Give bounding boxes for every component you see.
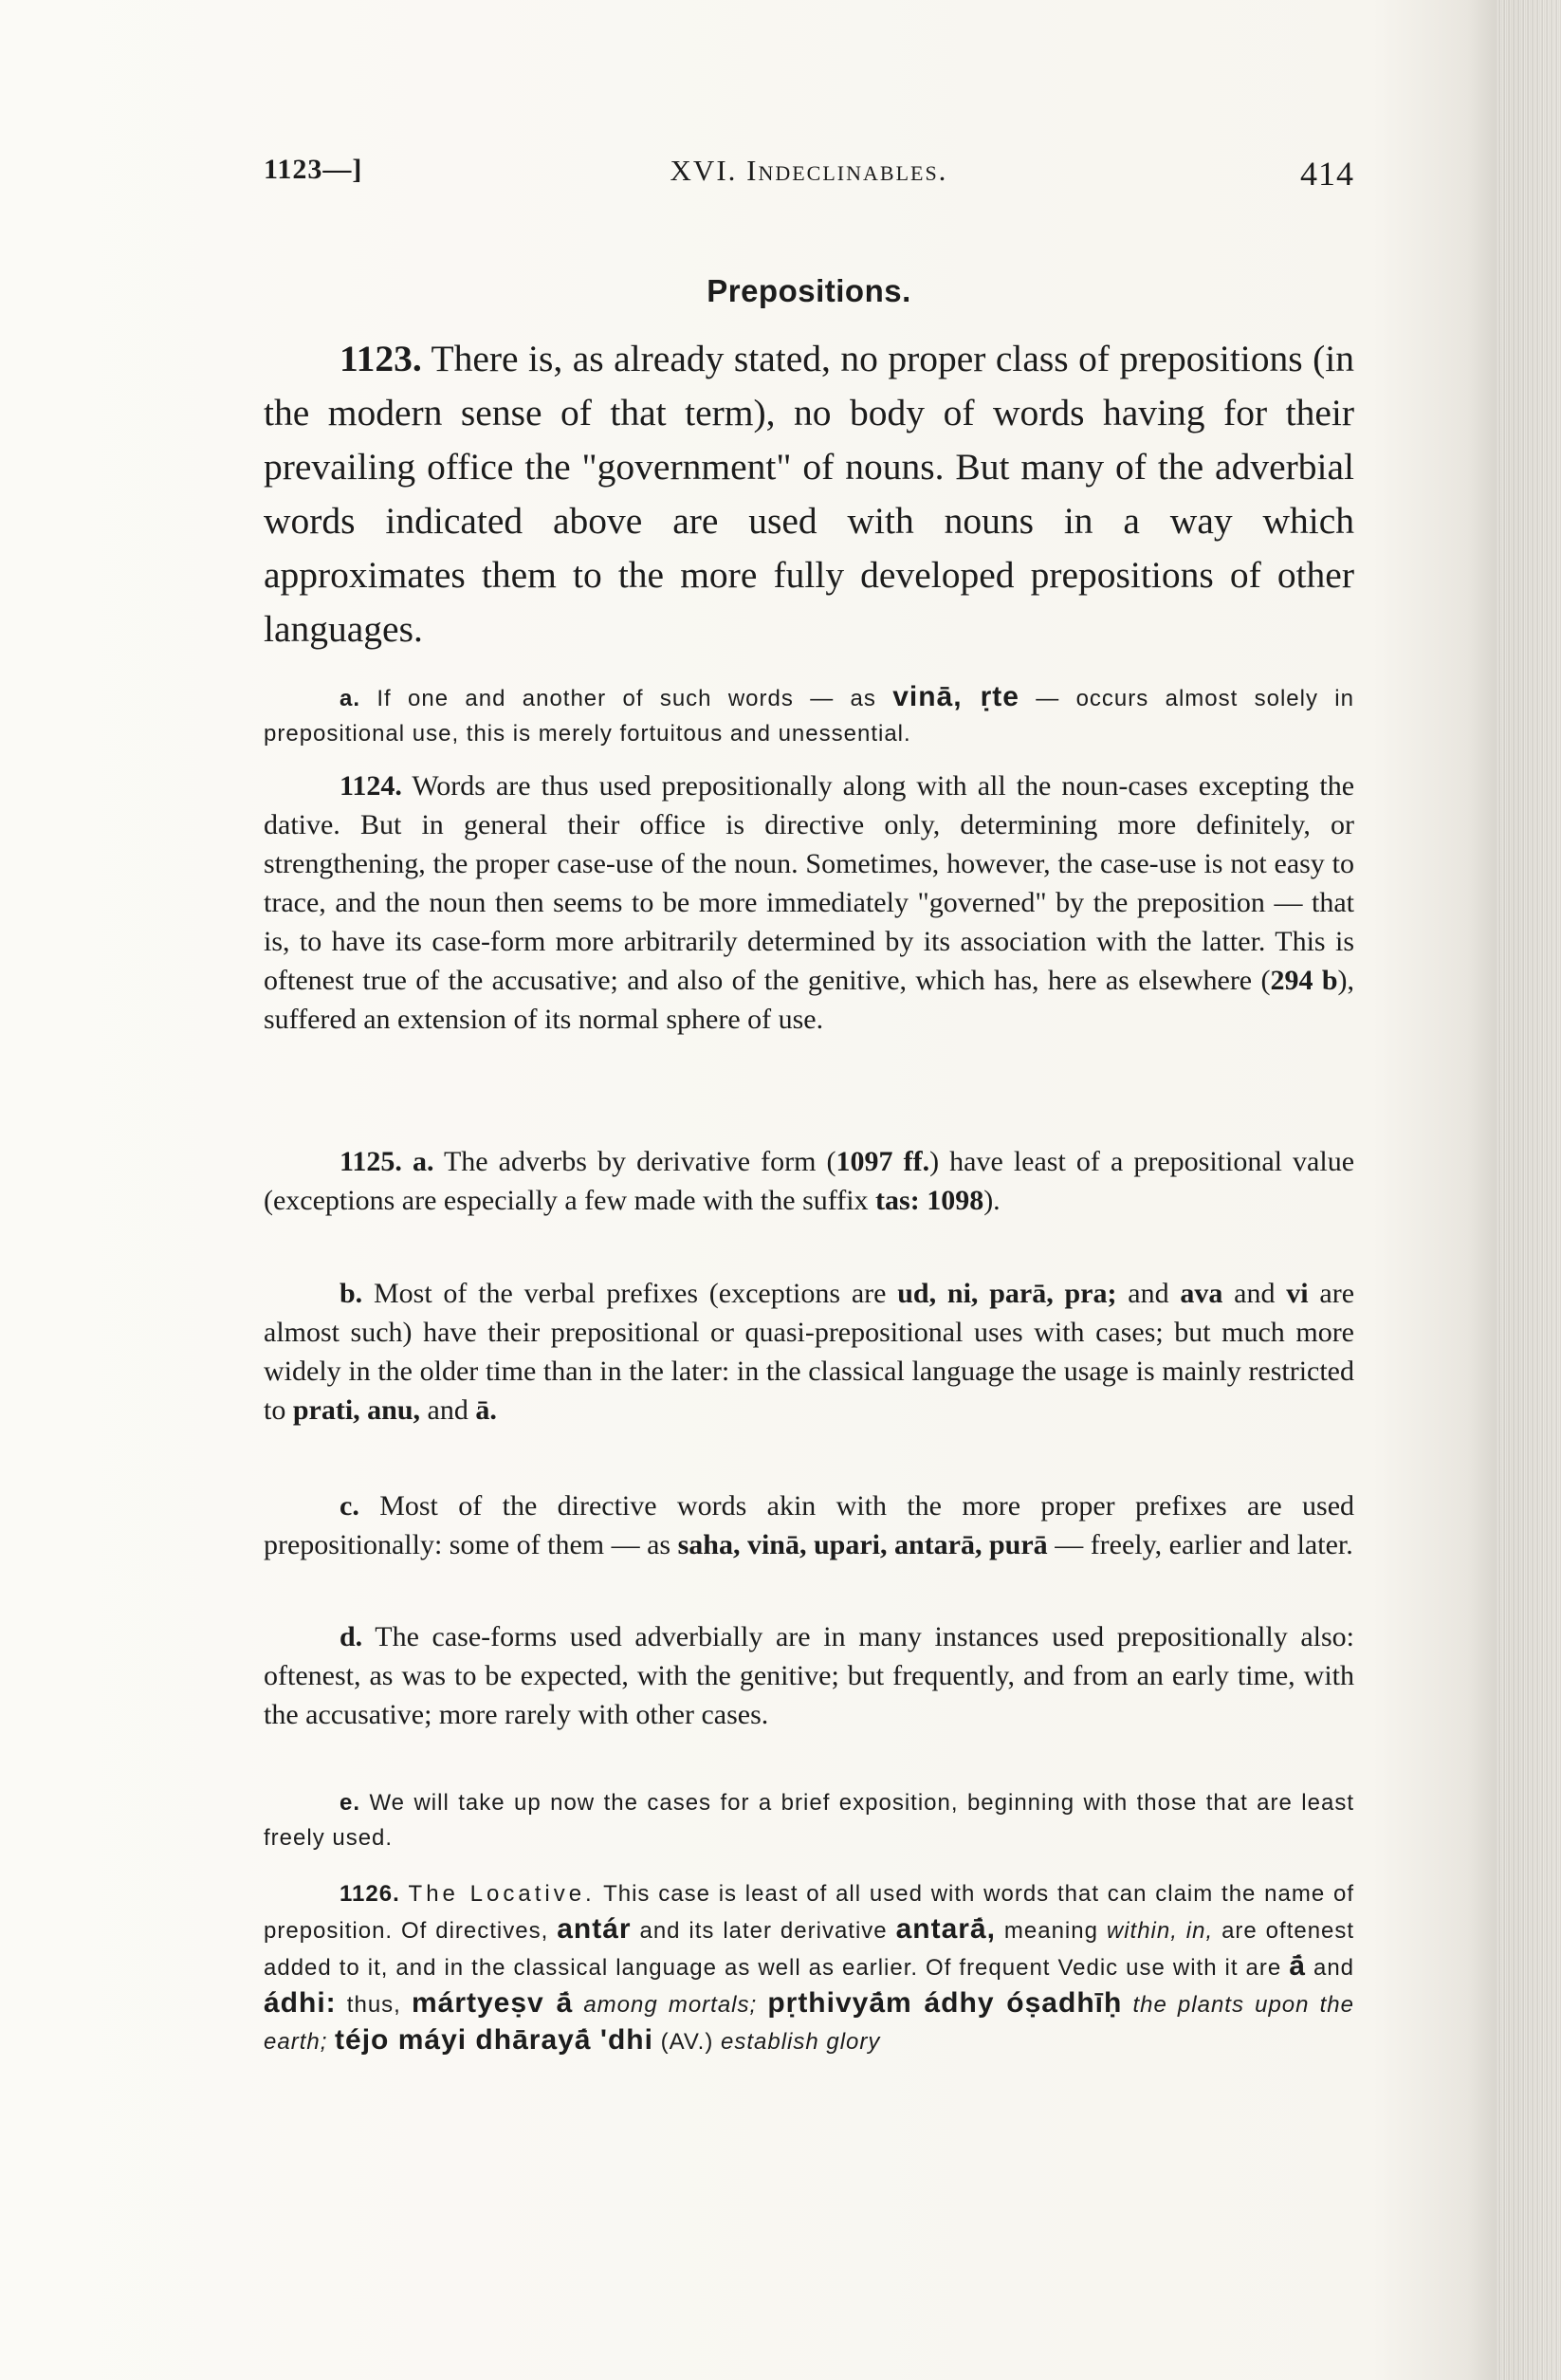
gloss: among mortals; <box>583 1992 758 2018</box>
sanskrit-word: vinā, ṛte <box>892 681 1019 712</box>
paragraph-1125d <box>264 1617 1354 1734</box>
sanskrit-word: antár <box>557 1913 632 1945</box>
paragraph-1125a <box>264 1142 1354 1220</box>
text: ) have least of a prepositional value (exceptions are especially a few made with the suffix <box>264 1146 1355 1216</box>
cross-reference: 1098 <box>927 1185 984 1216</box>
sanskrit-word: antarā́, <box>895 1913 996 1945</box>
paragraph-number: 1123. <box>340 338 422 379</box>
text: and <box>1128 1278 1169 1309</box>
sanskrit-word: téjo máyi dhārayā́ 'dhi <box>335 2024 653 2056</box>
text: and <box>1313 1955 1355 1981</box>
sanskrit-word: ádhi: <box>264 1987 337 2019</box>
sanskrit-word: ā. <box>475 1394 497 1426</box>
text: The case-forms used adverbially are in many instances used prepositionally also: oftenest, as was to be expected, with the genitive; but frequently, and from an early time, with the accusative; more rarely with other cases. <box>264 1621 1354 1730</box>
header-chapter-title: XVI. Indeclinables. <box>670 154 948 187</box>
sanskrit-word: ava <box>1180 1278 1223 1309</box>
text: are oftenest added to it, and in the classical language as well as earlier. Of frequent Vedic use with it are <box>264 1918 1355 1981</box>
running-header <box>264 154 1354 201</box>
text: are almost such) have their prepositional or quasi-prepositional uses with cases; but much more widely in the older time than in the later: in the classical language the usage is mainly restricted to <box>264 1278 1355 1426</box>
paragraph-1125e <box>264 1785 1354 1855</box>
sanskrit-word: tas: <box>875 1185 920 1216</box>
paragraph-text: There is, as already stated, no proper class of prepositions (in the modern sense of that term), no body of words having for their prevailing office the "government" of nouns. But many of the adverbial words indicated above are used with nouns in a way which approximates them to the more fully developed prepositions of other languages. <box>264 338 1354 650</box>
text: and <box>427 1394 468 1426</box>
text: ). <box>983 1185 1001 1216</box>
sanskrit-word: ā́ <box>1289 1950 1306 1982</box>
text: (AV.) <box>660 2029 714 2055</box>
gloss: establish glory <box>720 2029 881 2055</box>
text: thus, <box>346 1992 401 2018</box>
section-title: Prepositions. <box>707 273 911 308</box>
text: Most of the verbal prefixes (exceptions are <box>373 1278 887 1309</box>
paragraph-1124 <box>264 766 1354 1039</box>
header-section-ref: 1123—] <box>264 154 363 185</box>
paragraph-1125b <box>264 1274 1354 1430</box>
text: — occurs almost solely in prepositional use, this is merely fortuitous and unessential. <box>264 686 1354 747</box>
subsection-heading: The Locative. <box>408 1881 596 1907</box>
paragraph-1123 <box>264 332 1354 656</box>
sanskrit-word: saha, vinā, upari, antarā, purā <box>677 1529 1048 1560</box>
page-edge <box>1497 0 1561 2380</box>
text: If one and another of such words — as <box>376 686 876 711</box>
text: and <box>1234 1278 1276 1309</box>
paragraph-1126 <box>264 1876 1354 2059</box>
sub-label: b. <box>340 1278 363 1309</box>
cross-reference: 294 b <box>1270 965 1338 996</box>
text: — freely, earlier and later. <box>1055 1529 1353 1560</box>
page-number: 414 <box>1300 155 1354 193</box>
sub-label: e. <box>340 1790 361 1816</box>
sanskrit-word: ud, ni, parā, pra; <box>897 1278 1117 1309</box>
text: Most of the directive words akin with the more proper prefixes are used prepositionally: some of them — as <box>264 1490 1355 1560</box>
paragraph-text: Words are thus used prepositionally along with all the noun-cases excepting the dative. But in general their office is directive only, determining more definitely, or strengthening, the proper case-use of the noun. Sometimes, however, the case-use is not easy to trace, and the noun then seems to be more immediately "governed" by the preposition — that is, to have its case-form more arbitrarily determined by its association with the latter. This is oftenest true of the accusative; and also of the genitive, which has, here as elsewhere ( <box>264 770 1355 996</box>
sanskrit-word: mártyeṣv ā́ <box>411 1987 574 2019</box>
gloss: within, in, <box>1106 1918 1214 1944</box>
text: This case is least of all used with words that can claim the name of preposition. Of directives, <box>264 1881 1355 1944</box>
paragraph-1125c <box>264 1486 1354 1564</box>
text: meaning <box>1003 1918 1098 1944</box>
cross-reference: 1097 ff. <box>836 1146 930 1177</box>
text: The adverbs by derivative form ( <box>443 1146 836 1177</box>
paragraph-number: 1125. <box>340 1146 402 1177</box>
sanskrit-word: vi <box>1286 1278 1309 1309</box>
paragraph-1123a <box>264 679 1354 751</box>
text: We will take up now the cases for a brief exposition, beginning with those that are least freely used. <box>264 1790 1354 1851</box>
gloss: the plants upon the earth; <box>264 1992 1354 2055</box>
sanskrit-word: prati, anu, <box>292 1394 421 1426</box>
sub-label: d. <box>340 1621 363 1652</box>
sub-label: c. <box>340 1490 359 1522</box>
sub-label: a. <box>412 1146 434 1177</box>
paragraph-number: 1126. <box>340 1881 400 1907</box>
paragraph-text: ), suffered an extension of its normal sphere of use. <box>264 965 1354 1035</box>
paragraph-number: 1124. <box>340 770 402 802</box>
sub-label: a. <box>340 686 361 711</box>
text: and its later derivative <box>639 1918 888 1944</box>
sanskrit-word: pṛthivyā́m ádhy óṣadhīḥ <box>767 1987 1123 2019</box>
